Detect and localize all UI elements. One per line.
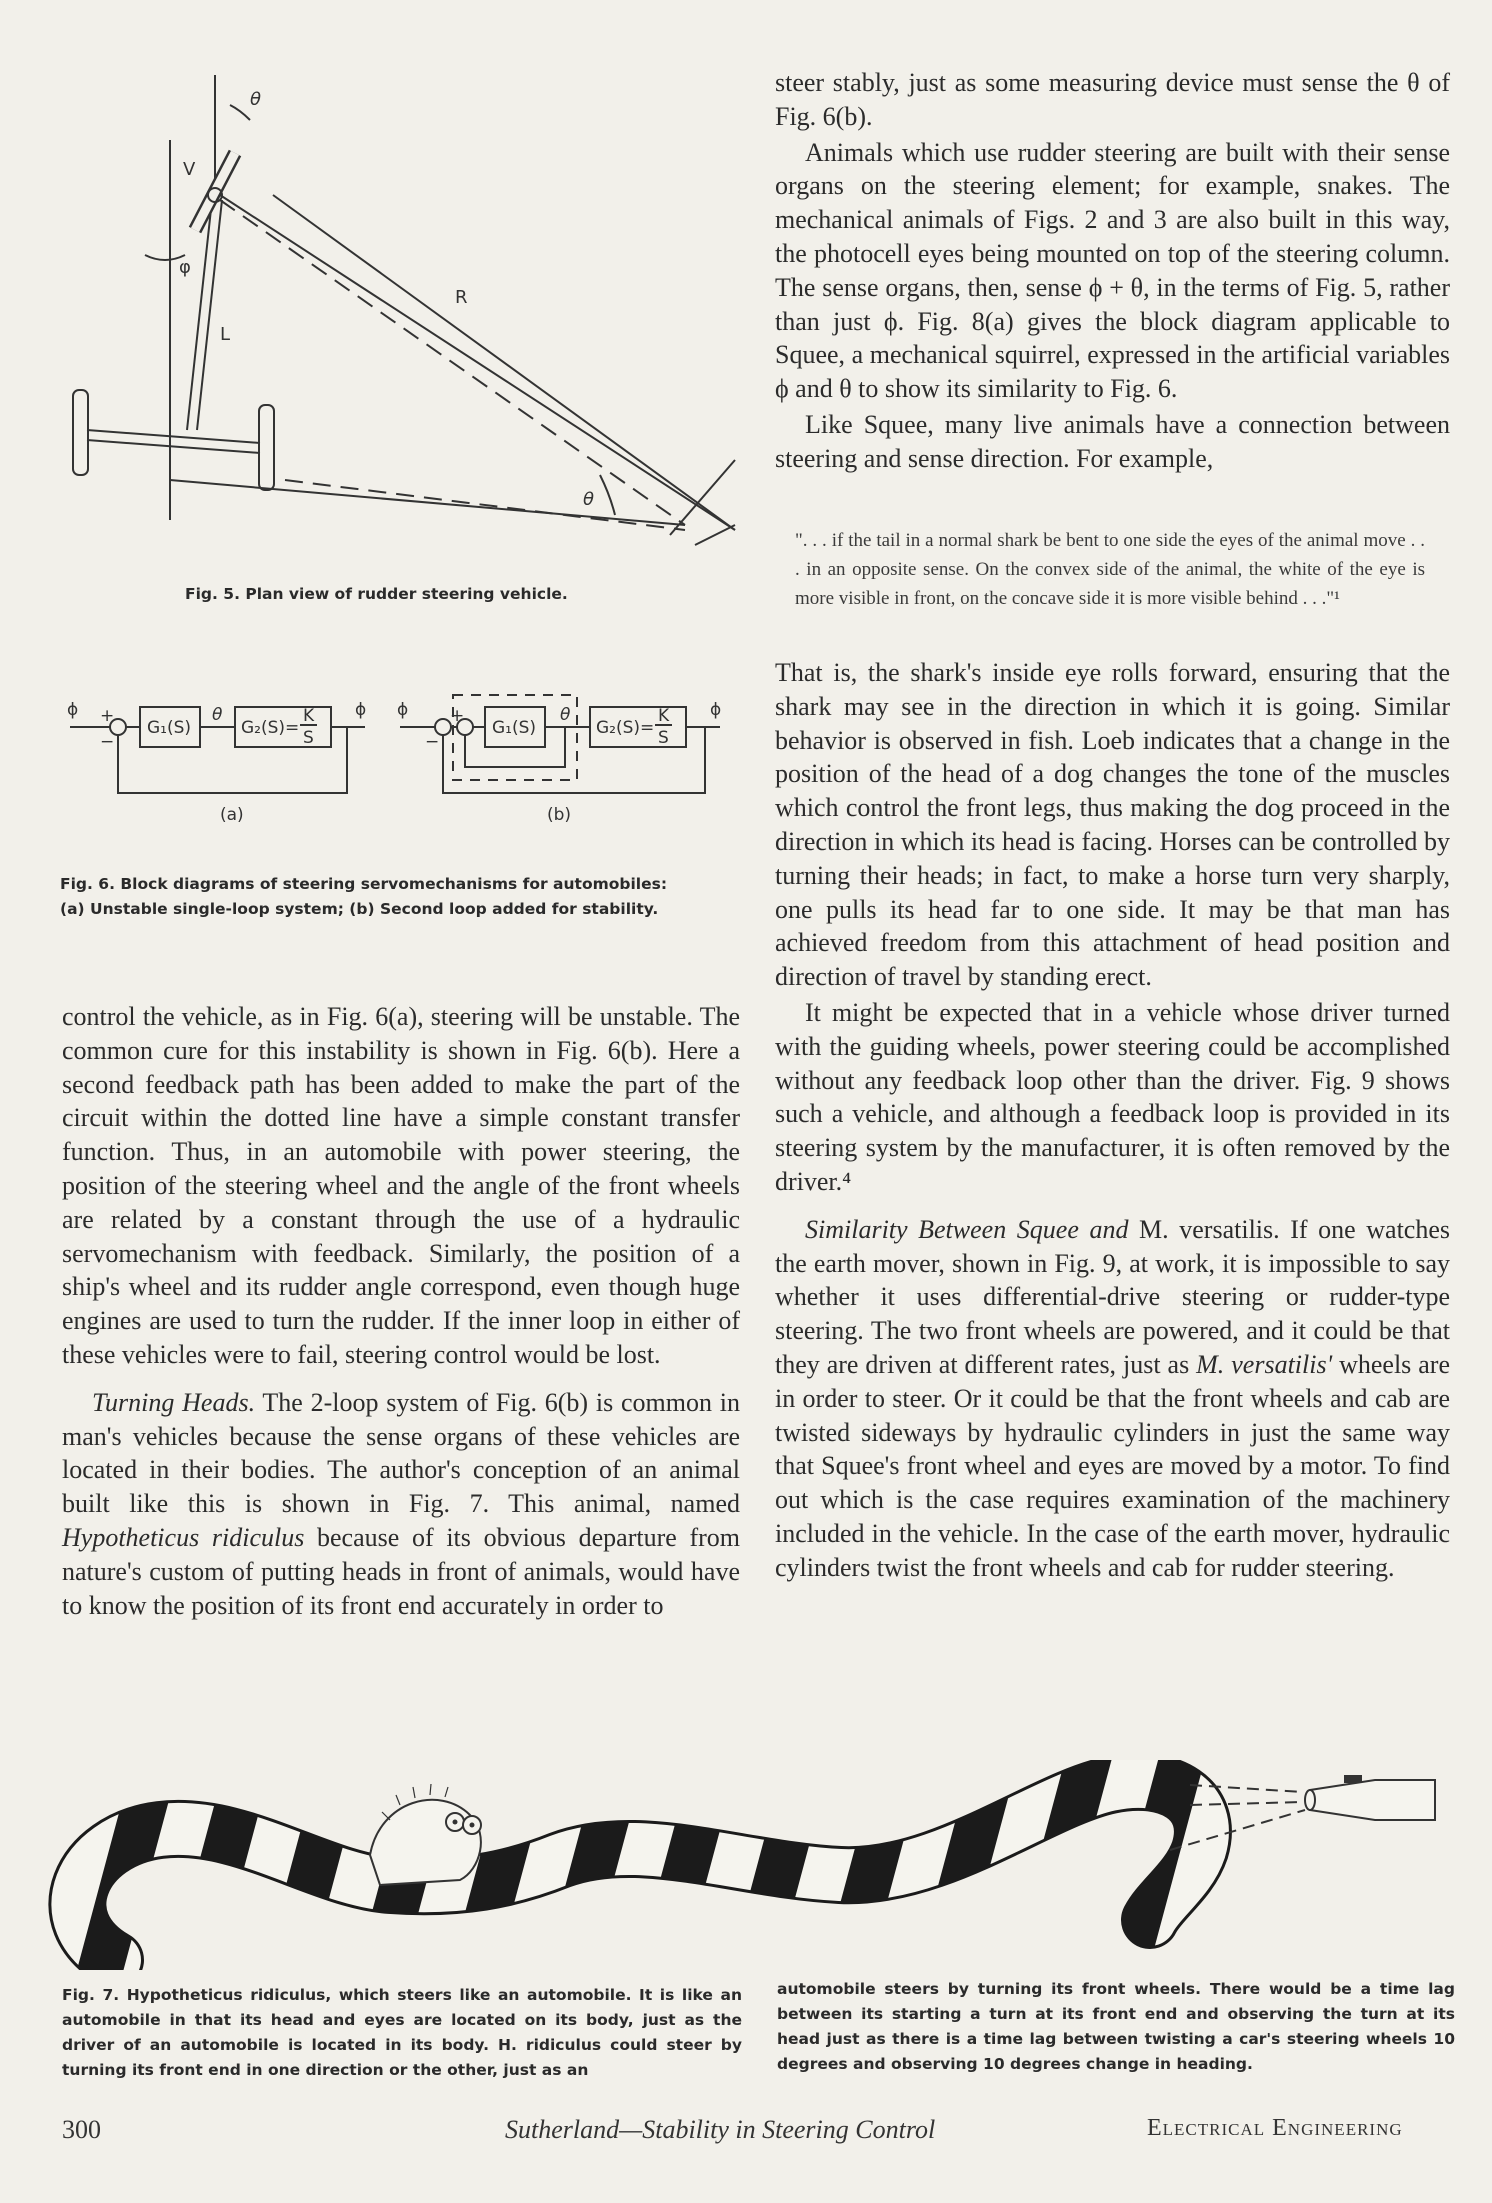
right-paragraph-5: It might be expected that in a vehicle whose driver turned with the guiding wheels, power steering could be accomplished without any feedback loop other than the driver. Fig. 9 shows such a vehicle, and although a feedback loop is provided in its steering system by the manufacturer, it is often removed by the driver.⁴ (775, 997, 1450, 1196)
fig6b-g2: G₂(S)= (596, 718, 655, 738)
fig6b-plus: + (450, 706, 465, 726)
fig6b-theta: θ (560, 705, 571, 725)
fig6-caption (60, 872, 740, 922)
fig5-diagram (55, 75, 755, 575)
similarity-heading-species: M. versatilis. (1128, 1214, 1280, 1244)
right-column-top (775, 66, 1450, 476)
right-paragraph-6a: If one watches the earth mover, shown in Fig. 9, at work, it is impossible to say whether it uses differential-drive steering or rudder-type steering. The two front wheels are powered, and it could be that they are driven at different rates, just as (775, 1214, 1450, 1379)
fig6b-label: (b) (547, 805, 572, 825)
fig5-l: L (220, 324, 231, 345)
journal-name: Electrical Engineering (1147, 2115, 1403, 2141)
fig6-diagram (55, 685, 745, 835)
similarity-heading: Similarity Between Squee and (805, 1214, 1129, 1244)
species-name: Hypotheticus ridiculus (62, 1522, 305, 1552)
fig6a-minus: − (100, 732, 115, 752)
left-column (62, 1000, 740, 1622)
right-paragraph-4: That is, the shark's inside eye rolls forward, ensuring that the shark may see in the direction in which it is going. Similar behavior is observed in fish. Loeb indicates that a change in the position of the head of a dog changes the tone of the muscles which control the front legs, thus making the dog proceed in the direction in which its head is facing. Horses can be controlled by turning their heads; in fact, to make a horse turn very sharply, one pulls its head far to one side. It may be that man has achieved freedom from this attachment of head position and direction of travel by standing erect. (775, 658, 1450, 992)
right-paragraph-6b: wheels are in order to steer. Or it could be that the front wheels and cab are twisted sideways by hydraulic cylinders in just the same way that Squee's front wheel and eyes are moved by a motor. To find out which is the case requires examination of the machinery included in the vehicle. In the case of the earth mover, hydraulic cylinders twist the front wheels and cab for rudder steering. (775, 1349, 1450, 1582)
right-paragraph-3: Like Squee, many live animals have a connection between steering and sense direction. For example, (775, 409, 1450, 473)
snake-head (370, 1784, 481, 1885)
fig5-theta-bottom: θ (583, 489, 595, 510)
fig7-caption-left: Fig. 7. Hypotheticus ridiculus, which steers like an automobile. It is like an automobile in that its head and eyes are located on its body, just as the driver of an automobile is located in its body. H. ridiculus could steer by turning its front end in one direction or the other, just as an (62, 1986, 742, 2079)
fig6a-input: ϕ (67, 700, 79, 720)
shark-quote: ". . . if the tail in a normal shark be bent to one side the eyes of the animal move . . . in an opposite sense. On the convex side of the animal, the white of the eye is more visible in front, on the concave side it is more visible behind . . ."¹ (795, 530, 1425, 609)
fig6-caption-line1: Fig. 6. Block diagrams of steering servomechanisms for automobiles: (60, 875, 668, 893)
fig6b-k: K (658, 706, 670, 726)
fig6a-theta: θ (212, 705, 223, 725)
fig6a-label: (a) (220, 805, 244, 825)
left-paragraph-2a: The 2-loop system of Fig. 6(b) is common in man's vehicles because the sense organs of these vehicles are located in their bodies. The author's conception of an animal built like this is shown in Fig. 7. This animal, named (62, 1387, 740, 1519)
fig5-v: V (183, 159, 196, 180)
fig6a-g1: G₁(S) (147, 718, 192, 738)
right-paragraph-6 (775, 1213, 1450, 1585)
fig5-caption: Fig. 5. Plan view of rudder steering vehicle. (185, 585, 568, 603)
left-paragraph-2b: because of its obvious departure from nature's custom of putting heads in front of animals, would have to know the position of its front end accurately in order to (62, 1522, 740, 1620)
fig6a-k: K (303, 706, 315, 726)
fig6a-s: S (303, 728, 314, 748)
fig6a-plus: + (100, 706, 115, 726)
fig5-r: R (455, 287, 468, 308)
left-paragraph-2 (62, 1386, 740, 1623)
fig6a-output: ϕ (355, 700, 367, 720)
page-number: 300 (62, 2115, 101, 2144)
fig7-illustration (40, 1760, 1460, 1970)
fig6b-minus: − (425, 732, 440, 752)
fig6b-g1: G₁(S) (492, 718, 537, 738)
right-column-bottom (775, 656, 1450, 1585)
right-paragraph-1: steer stably, just as some measuring device must sense the θ of Fig. 6(b). (775, 68, 1450, 131)
fig7-caption-right: automobile steers by turning its front wheels. There would be a time lag between its starting a turn at its front end and observing the turn at its head just as there is a time lag between twisting a car's steering wheels 10 degrees and observing 10 degrees change in heading. (777, 1980, 1455, 2073)
fig6-caption-line2: (a) Unstable single-loop system; (b) Second loop added for stability. (60, 900, 659, 918)
fig6b-s: S (658, 728, 669, 748)
left-paragraph-1: control the vehicle, as in Fig. 6(a), steering will be unstable. The common cure for this instability is shown in Fig. 6(b). Here a second feedback path has been added to make the part of the circuit within the dotted line have a simple constant transfer function. Thus, in an automobile with power steering, the position of the steering wheel and the angle of the front wheels are related by a constant through the use of a hydraulic servomechanism with feedback. Similarly, the position of a ship's wheel and its rudder angle correspond, even though huge engines are used to turn the rudder. If the inner loop in either of these vehicles were to fail, steering control would be lost. (62, 1002, 740, 1369)
fig5-phi: φ (179, 257, 191, 278)
fig6a-g2: G₂(S)= (241, 718, 300, 738)
versatilis-name: M. versatilis' (1196, 1349, 1333, 1379)
fig6b-input: ϕ (397, 700, 409, 720)
running-title: Sutherland—Stability in Steering Control (505, 2115, 936, 2144)
fig6b-output: ϕ (710, 700, 722, 720)
fig5-theta-top: θ (250, 89, 262, 110)
turning-heads-heading: Turning Heads. (92, 1387, 256, 1417)
right-paragraph-2: Animals which use rudder steering are built with their sense organs on the steering element; for example, snakes. The mechanical animals of Figs. 2 and 3 are also built in this way, the photocell eyes being mounted on top of the steering column. The sense organs, then, sense ϕ + θ, in the terms of Fig. 5, rather than just ϕ. Fig. 8(a) gives the block diagram applicable to Squee, a mechanical squirrel, expressed in the artificial variables ϕ and θ to show its similarity to Fig. 6. (775, 137, 1450, 404)
